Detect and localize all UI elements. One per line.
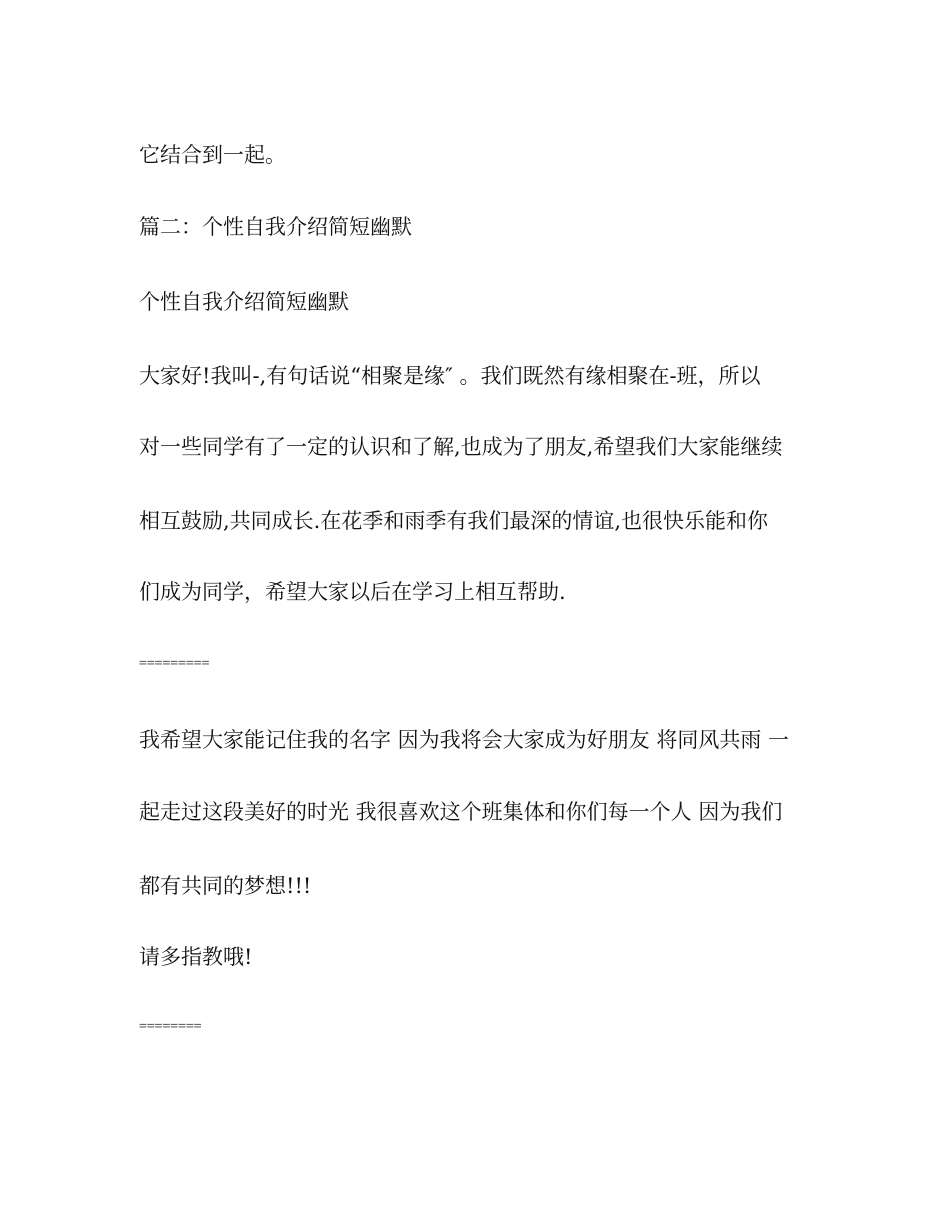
paragraph-line: 对一些同学有了一定的认识和了解,也成为了朋友,希望我们大家能继续 (139, 435, 783, 459)
separator-line: ======== (139, 1019, 202, 1034)
separator-line: ========= (139, 656, 210, 671)
paragraph-line: 起走过这段美好的时光 我很喜欢这个班集体和你们每一个人 因为我们 (139, 800, 783, 824)
article-title: 个性自我介绍简短幽默 (139, 290, 349, 314)
paragraph-line: 相互鼓励,共同成长.在花季和雨季有我们最深的情谊,也很快乐能和你 (139, 509, 769, 533)
paragraph-line: 大家好!我叫-,有句话说“相聚是缘″ 。我们既然有缘相聚在-班，所以 (139, 364, 761, 388)
paragraph-line: 我希望大家能记住我的名字 因为我将会大家成为好朋友 将同风共雨 一 (139, 728, 790, 752)
section-heading: 篇二：个性自我介绍简短幽默 (139, 215, 412, 239)
paragraph-line: 请多指教哦! (139, 945, 253, 969)
paragraph-line-continuation: 它结合到一起。 (139, 143, 286, 167)
paragraph-line: 都有共同的梦想!!! (139, 874, 312, 898)
paragraph-line: 们成为同学，希望大家以后在学习上相互帮助. (139, 580, 566, 604)
